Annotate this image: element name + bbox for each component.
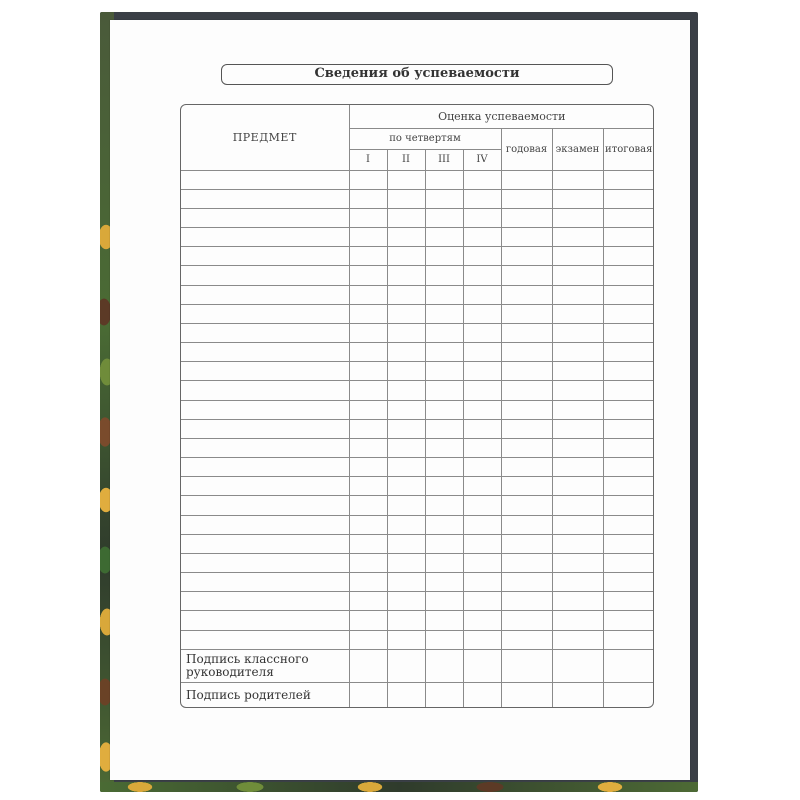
grade-cell[interactable] (425, 189, 463, 208)
grade-cell[interactable] (349, 573, 387, 592)
grade-cell[interactable] (349, 343, 387, 362)
grade-cell[interactable] (425, 381, 463, 400)
grade-cell[interactable] (501, 515, 552, 534)
grade-cell[interactable] (552, 534, 603, 553)
grade-cell[interactable] (349, 304, 387, 323)
grade-cell[interactable] (463, 266, 501, 285)
table-row (181, 630, 654, 649)
grade-cell[interactable] (552, 573, 603, 592)
grade-cell[interactable] (349, 553, 387, 572)
grade-cell[interactable] (501, 247, 552, 266)
subject-cell[interactable] (181, 419, 349, 438)
grade-cell[interactable] (425, 419, 463, 438)
grade-cell[interactable] (425, 553, 463, 572)
grade-cell[interactable] (501, 573, 552, 592)
grade-cell[interactable] (425, 630, 463, 649)
table-row (181, 208, 654, 227)
class-teacher-signature-label: Подпись классного руководителя (181, 649, 349, 682)
grade-cell[interactable] (603, 419, 654, 438)
grade-cell[interactable] (349, 611, 387, 630)
grade-cell[interactable] (425, 343, 463, 362)
subject-cell[interactable] (181, 170, 349, 189)
quarter-4-header: IV (463, 149, 501, 170)
grade-cell[interactable] (463, 381, 501, 400)
signature-cell[interactable] (603, 649, 654, 682)
grade-cell[interactable] (463, 515, 501, 534)
signature-cell[interactable] (463, 649, 501, 682)
subject-cell[interactable] (181, 285, 349, 304)
grade-cell[interactable] (603, 573, 654, 592)
grade-cell[interactable] (552, 208, 603, 227)
signature-cell[interactable] (387, 649, 425, 682)
grade-cell[interactable] (387, 266, 425, 285)
table-row (181, 323, 654, 342)
grade-cell[interactable] (387, 304, 425, 323)
grade-cell[interactable] (552, 438, 603, 457)
subject-cell[interactable] (181, 553, 349, 572)
subject-cell[interactable] (181, 515, 349, 534)
grade-cell[interactable] (463, 228, 501, 247)
grade-cell[interactable] (501, 381, 552, 400)
table-row (181, 228, 654, 247)
subject-cell[interactable] (181, 323, 349, 342)
grade-cell[interactable] (349, 266, 387, 285)
grade-cell[interactable] (463, 362, 501, 381)
table-row (181, 496, 654, 515)
grade-cell[interactable] (501, 592, 552, 611)
subject-cell[interactable] (181, 496, 349, 515)
grade-cell[interactable] (552, 247, 603, 266)
parents-signature-label: Подпись родителей (181, 683, 349, 707)
grade-cell[interactable] (425, 362, 463, 381)
grade-cell[interactable] (425, 304, 463, 323)
grade-cell[interactable] (552, 170, 603, 189)
subject-cell[interactable] (181, 228, 349, 247)
table-row (181, 247, 654, 266)
table-row (181, 477, 654, 496)
grade-cell[interactable] (387, 438, 425, 457)
grade-cell[interactable] (463, 208, 501, 227)
grade-cell[interactable] (501, 496, 552, 515)
grade-cell[interactable] (603, 266, 654, 285)
signature-cell[interactable] (501, 683, 552, 707)
grade-cell[interactable] (387, 285, 425, 304)
grade-cell[interactable] (387, 592, 425, 611)
page-title: Сведения об успеваемости (221, 64, 613, 85)
signature-row-parents (181, 683, 654, 707)
subject-cell[interactable] (181, 477, 349, 496)
subject-cell[interactable] (181, 343, 349, 362)
grade-cell[interactable] (425, 515, 463, 534)
grade-group-header: Оценка успеваемости (349, 105, 654, 128)
grade-cell[interactable] (387, 630, 425, 649)
grade-cell[interactable] (349, 170, 387, 189)
quarters-header: по четвертям (349, 128, 501, 149)
subject-cell[interactable] (181, 438, 349, 457)
grade-cell[interactable] (387, 362, 425, 381)
subject-cell[interactable] (181, 592, 349, 611)
table-row (181, 362, 654, 381)
grade-cell[interactable] (463, 438, 501, 457)
subject-cell[interactable] (181, 573, 349, 592)
signature-cell[interactable] (463, 683, 501, 707)
table-row (181, 611, 654, 630)
grade-cell[interactable] (425, 247, 463, 266)
grade-cell[interactable] (425, 400, 463, 419)
grade-cell[interactable] (463, 477, 501, 496)
grade-cell[interactable] (463, 170, 501, 189)
table-row (181, 458, 654, 477)
grade-cell[interactable] (463, 285, 501, 304)
subject-cell[interactable] (181, 630, 349, 649)
grade-cell[interactable] (425, 285, 463, 304)
subject-cell[interactable] (181, 266, 349, 285)
subject-cell[interactable] (181, 304, 349, 323)
grade-cell[interactable] (349, 362, 387, 381)
grade-cell[interactable] (501, 400, 552, 419)
table-row (181, 534, 654, 553)
grade-cell[interactable] (501, 458, 552, 477)
grade-cell[interactable] (425, 438, 463, 457)
grade-cell[interactable] (349, 592, 387, 611)
grade-rows (181, 170, 654, 707)
grade-cell[interactable] (603, 304, 654, 323)
grade-cell[interactable] (387, 553, 425, 572)
grade-cell[interactable] (603, 362, 654, 381)
grade-cell[interactable] (463, 553, 501, 572)
grade-cell[interactable] (387, 534, 425, 553)
grade-cell[interactable] (387, 419, 425, 438)
table-row (181, 170, 654, 189)
grade-table (180, 104, 654, 708)
grade-cell[interactable] (501, 323, 552, 342)
grade-cell[interactable] (463, 343, 501, 362)
subject-cell[interactable] (181, 611, 349, 630)
grade-cell[interactable] (552, 553, 603, 572)
grade-cell[interactable] (552, 592, 603, 611)
grade-cell[interactable] (387, 189, 425, 208)
signature-cell[interactable] (349, 683, 387, 707)
grade-cell[interactable] (501, 266, 552, 285)
grade-cell[interactable] (387, 400, 425, 419)
grade-cell[interactable] (387, 381, 425, 400)
grade-cell[interactable] (552, 343, 603, 362)
table-row (181, 285, 654, 304)
grade-cell[interactable] (425, 170, 463, 189)
grade-cell[interactable] (603, 189, 654, 208)
signature-cell[interactable] (425, 683, 463, 707)
grade-cell[interactable] (349, 228, 387, 247)
grade-cell[interactable] (552, 611, 603, 630)
grade-cell[interactable] (501, 228, 552, 247)
grade-cell[interactable] (463, 611, 501, 630)
grade-cell[interactable] (387, 170, 425, 189)
grade-cell[interactable] (552, 323, 603, 342)
grade-cell[interactable] (425, 534, 463, 553)
grade-cell[interactable] (349, 630, 387, 649)
grade-cell[interactable] (501, 611, 552, 630)
subject-cell[interactable] (181, 362, 349, 381)
grade-cell[interactable] (463, 189, 501, 208)
signature-cell[interactable] (349, 649, 387, 682)
grade-cell[interactable] (501, 438, 552, 457)
table-row (181, 400, 654, 419)
grade-cell[interactable] (463, 496, 501, 515)
grade-cell[interactable] (349, 247, 387, 266)
signature-cell[interactable] (552, 649, 603, 682)
grade-cell[interactable] (387, 343, 425, 362)
grade-cell[interactable] (501, 189, 552, 208)
grade-cell[interactable] (425, 458, 463, 477)
grade-cell[interactable] (387, 573, 425, 592)
grade-cell[interactable] (425, 611, 463, 630)
table-row (181, 266, 654, 285)
subject-cell[interactable] (181, 458, 349, 477)
table-row (181, 515, 654, 534)
grade-cell[interactable] (552, 419, 603, 438)
grade-cell[interactable] (603, 534, 654, 553)
grade-cell[interactable] (552, 285, 603, 304)
signature-cell[interactable] (603, 683, 654, 707)
grade-cell[interactable] (387, 323, 425, 342)
grade-cell[interactable] (552, 189, 603, 208)
grade-cell[interactable] (603, 228, 654, 247)
signature-cell[interactable] (425, 649, 463, 682)
grade-cell[interactable] (552, 304, 603, 323)
table-row (181, 189, 654, 208)
grade-cell[interactable] (552, 515, 603, 534)
grade-cell[interactable] (463, 630, 501, 649)
grade-cell[interactable] (501, 285, 552, 304)
table-row (181, 438, 654, 457)
grade-cell[interactable] (552, 228, 603, 247)
subject-cell[interactable] (181, 400, 349, 419)
grade-cell[interactable] (501, 304, 552, 323)
grade-cell[interactable] (349, 496, 387, 515)
subject-cell[interactable] (181, 189, 349, 208)
grade-cell[interactable] (603, 592, 654, 611)
grade-cell[interactable] (552, 381, 603, 400)
signature-row-class-teacher (181, 649, 654, 682)
table-row (181, 343, 654, 362)
grade-cell[interactable] (603, 630, 654, 649)
grade-cell[interactable] (349, 189, 387, 208)
grade-cell[interactable] (349, 534, 387, 553)
grade-cell[interactable] (387, 247, 425, 266)
grade-cell[interactable] (425, 496, 463, 515)
grade-cell[interactable] (603, 496, 654, 515)
table-row (181, 592, 654, 611)
grade-cell[interactable] (463, 592, 501, 611)
grade-cell[interactable] (425, 323, 463, 342)
subject-header: ПРЕДМЕТ (181, 105, 349, 170)
grade-cell[interactable] (387, 477, 425, 496)
grade-cell[interactable] (425, 228, 463, 247)
grade-cell[interactable] (501, 343, 552, 362)
grade-cell[interactable] (463, 323, 501, 342)
grade-cell[interactable] (603, 343, 654, 362)
grade-cell[interactable] (463, 534, 501, 553)
grade-cell[interactable] (349, 381, 387, 400)
subject-cell[interactable] (181, 534, 349, 553)
grade-cell[interactable] (603, 208, 654, 227)
camo-pattern-bottom (100, 782, 698, 792)
signature-cell[interactable] (552, 683, 603, 707)
grade-cell[interactable] (501, 477, 552, 496)
subject-cell[interactable] (181, 208, 349, 227)
grade-cell[interactable] (463, 304, 501, 323)
grade-cell[interactable] (501, 208, 552, 227)
grade-cell[interactable] (349, 285, 387, 304)
grade-cell[interactable] (463, 419, 501, 438)
grade-cell[interactable] (349, 419, 387, 438)
grade-cell[interactable] (463, 400, 501, 419)
grade-cell[interactable] (552, 496, 603, 515)
grade-cell[interactable] (425, 477, 463, 496)
grade-cell[interactable] (387, 515, 425, 534)
grade-cell[interactable] (501, 630, 552, 649)
grade-cell[interactable] (501, 419, 552, 438)
grade-cell[interactable] (387, 458, 425, 477)
grade-cell[interactable] (425, 266, 463, 285)
grade-cell[interactable] (603, 170, 654, 189)
grade-cell[interactable] (552, 266, 603, 285)
quarter-2-header: II (387, 149, 425, 170)
grade-cell[interactable] (603, 477, 654, 496)
grade-cell[interactable] (603, 458, 654, 477)
grade-cell[interactable] (501, 553, 552, 572)
grade-cell[interactable] (603, 323, 654, 342)
grade-cell[interactable] (349, 438, 387, 457)
grade-cell[interactable] (387, 496, 425, 515)
grade-cell[interactable] (603, 611, 654, 630)
grade-cell[interactable] (387, 228, 425, 247)
grade-cell[interactable] (501, 170, 552, 189)
grade-cell[interactable] (349, 477, 387, 496)
grade-cell[interactable] (349, 458, 387, 477)
table-row (181, 573, 654, 592)
exam-header: экзамен (552, 128, 603, 170)
grade-cell[interactable] (387, 611, 425, 630)
subject-cell[interactable] (181, 381, 349, 400)
table-row (181, 381, 654, 400)
grade-cell[interactable] (463, 458, 501, 477)
subject-cell[interactable] (181, 247, 349, 266)
grade-cell[interactable] (387, 208, 425, 227)
table-row (181, 304, 654, 323)
grade-cell[interactable] (425, 592, 463, 611)
grade-cell[interactable] (501, 362, 552, 381)
grade-cell[interactable] (603, 247, 654, 266)
grade-cell[interactable] (603, 381, 654, 400)
grade-cell[interactable] (552, 458, 603, 477)
quarter-1-header: I (349, 149, 387, 170)
grade-cell[interactable] (463, 247, 501, 266)
grade-cell[interactable] (349, 400, 387, 419)
grade-cell[interactable] (463, 573, 501, 592)
grade-cell[interactable] (603, 438, 654, 457)
table-row (181, 553, 654, 572)
grade-cell[interactable] (349, 208, 387, 227)
grade-cell[interactable] (425, 573, 463, 592)
grade-cell[interactable] (603, 285, 654, 304)
grade-cell[interactable] (349, 515, 387, 534)
signature-cell[interactable] (501, 649, 552, 682)
grade-cell[interactable] (552, 400, 603, 419)
grade-cell[interactable] (603, 400, 654, 419)
grade-cell[interactable] (552, 477, 603, 496)
table-row (181, 419, 654, 438)
final-header: итоговая (603, 128, 654, 170)
grade-cell[interactable] (425, 208, 463, 227)
grade-cell[interactable] (349, 323, 387, 342)
grade-cell[interactable] (552, 362, 603, 381)
grade-cell[interactable] (552, 630, 603, 649)
grade-cell[interactable] (501, 534, 552, 553)
annual-header: годовая (501, 128, 552, 170)
signature-cell[interactable] (387, 683, 425, 707)
grade-cell[interactable] (603, 553, 654, 572)
quarter-3-header: III (425, 149, 463, 170)
grade-grid (181, 105, 654, 707)
grade-cell[interactable] (603, 515, 654, 534)
